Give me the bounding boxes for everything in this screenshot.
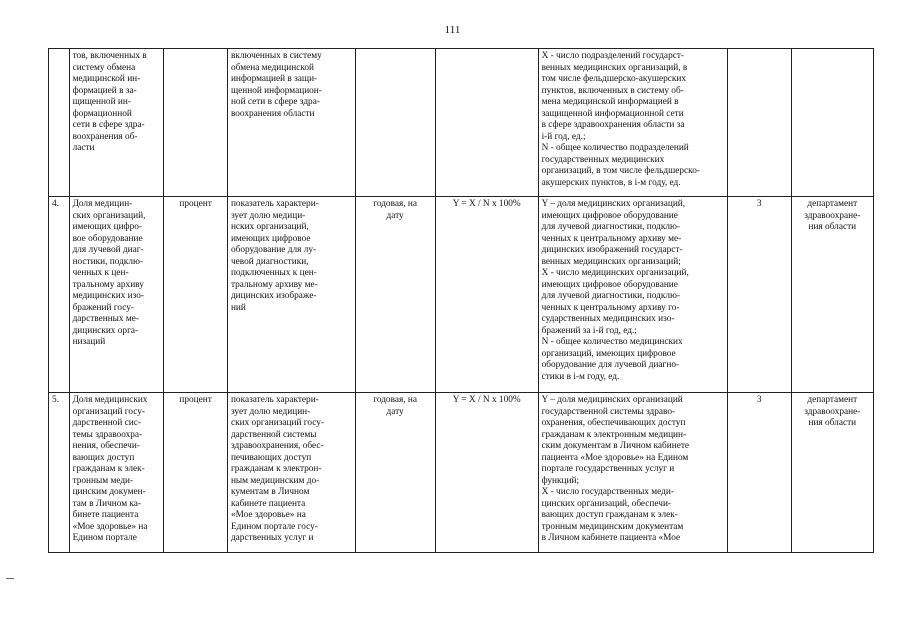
- unit-cell: процент: [164, 393, 228, 553]
- indicator-table: [48, 48, 874, 553]
- formula-cell: Y = X / N x 100%: [435, 393, 538, 553]
- description-cell: X - число подразделений государст- венных медицинских организаций, в том числе фельдшерско-акушерских пунктов, включенных в систему об- мена медицинской информацией в защищенной информационной сети в сфере здравоохранения области за i-й год, ед.; N - общее количество подразделений государственных медицинских организаций, в том числе фельдшерско- акушерских пунктов, в i-м году, ед.: [538, 49, 727, 197]
- table-row: [49, 197, 874, 393]
- responsible-cell: департамент здравоохране- ния области: [791, 393, 873, 553]
- table-row: [49, 49, 874, 197]
- characteristic-cell: включенных в систему обмена медицинской информацией в защи- щенной информацион- ной сети в сфере здра- воохранения области: [227, 49, 355, 197]
- characteristic-cell: показатель характери- зует долю медици- нских организаций, имеющих цифровое оборудование для лу- чевой диагностики, подключенных к цен- тральному архиву ме- дицинских изображе- ний: [227, 197, 355, 393]
- table-row: [49, 393, 874, 553]
- row-number-cell: [49, 49, 70, 197]
- unit-cell: [164, 49, 228, 197]
- indicator-name-cell: Доля медицин- ских организаций, имеющих цифро- вое оборудование для лучевой диаг- ностики, подклю- ченных к цен- тральному архиву медицинских изо- бражений госу- дарственных ме- дицинских орга- низаций: [69, 197, 164, 393]
- unit-cell: процент: [164, 197, 228, 393]
- periodicity-cell: [355, 49, 435, 197]
- row-number-cell: 5.: [49, 393, 70, 553]
- periodicity-cell: годовая, на дату: [355, 393, 435, 553]
- margin-mark: [6, 578, 14, 579]
- description-cell: Y – доля медицинских организаций государственной системы здраво- охранения, обеспечивающих доступ гражданам к электронным медицин- ским документам в Личном кабинете пациента «Мое здоровье» на Едином портале государственных услуг и функций; X - число государственных меди- цинских организаций, обеспечи- вающих доступ гражданам к элек- тронным медицинским документам в Личном кабинете пациента «Мое: [538, 393, 727, 553]
- method-cell: 3: [727, 197, 791, 393]
- page-number: 111: [444, 24, 461, 36]
- description-cell: Y – доля медицинских организаций, имеющих цифровое оборудование для лучевой диагностики, подклю- ченных к центральному архиву ме- дицинских изображений государст- венных медицинских организаций; X - число медицинских организаций, имеющих цифровое оборудование для лучевой диагностики, подклю- ченных к центральному архиву го- сударственных медицинских изо- бражений за i-й год, ед.; N - общее количество медицинских организаций, имеющих цифровое оборудование для лучевой диагно- стики в i-м году, ед.: [538, 197, 727, 393]
- responsible-cell: департамент здравоохране- ния области: [791, 197, 873, 393]
- formula-cell: [435, 49, 538, 197]
- characteristic-cell: показатель характери- зует долю медицин- ских организаций госу- дарственной системы здравоохранения, обес- печивающих доступ гражданам к электрон- ным медицинским до- кументам в Личном кабинете пациента «Мое здоровье» на Едином портале госу- дарственных услуг и: [227, 393, 355, 553]
- periodicity-cell: годовая, на дату: [355, 197, 435, 393]
- row-number-cell: 4.: [49, 197, 70, 393]
- responsible-cell: [791, 49, 873, 197]
- indicator-name-cell: Доля медицинских организаций госу- дарственной сис- темы здравоохра- нения, обеспечи- вающих доступ гражданам к элек- тронным меди- цинским докумен- там в Личном ка- бинете пациента «Мое здоровье» на Едином портале: [69, 393, 164, 553]
- indicator-name-cell: тов, включенных в систему обмена медицинской ин- формацией в за- щищенной ин- формационной сети в сфере здра- воохранения об- ласти: [69, 49, 164, 197]
- method-cell: [727, 49, 791, 197]
- method-cell: 3: [727, 393, 791, 553]
- formula-cell: Y = X / N x 100%: [435, 197, 538, 393]
